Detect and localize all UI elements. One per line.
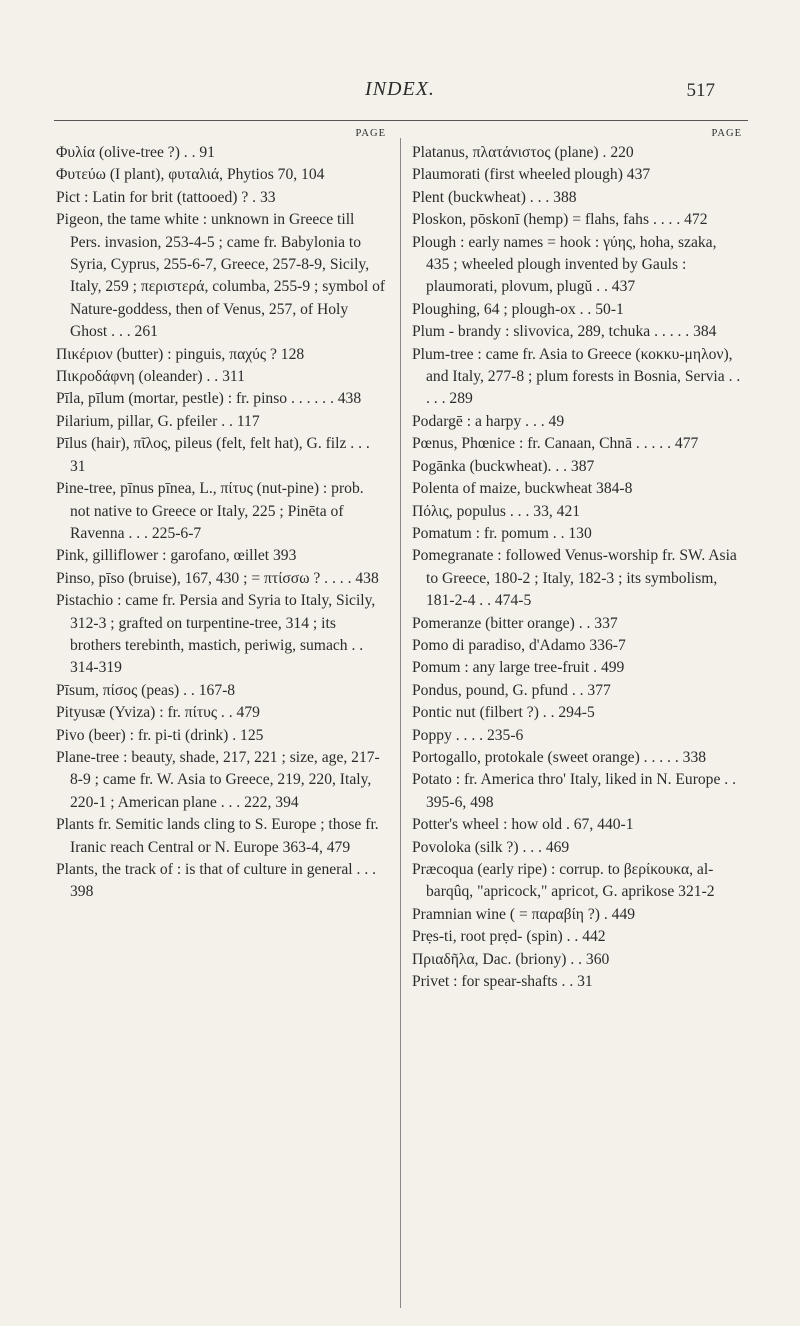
index-entry: Pœnus, Phœnice : fr. Canaan, Chnā . . . . . 477 (412, 435, 699, 453)
index-entry: Pīsum, πίσος (peas) . . 167-8 (56, 681, 236, 699)
index-entry: Poppy . . . . 235-6 (412, 726, 524, 744)
index-entry: Potter's wheel : how old . 67, 440-1 (412, 816, 634, 834)
index-entry: Πικροδάφνη (oleander) . . 311 (56, 368, 245, 386)
index-entry: Plants, the track of : is that of culture in general . . . 398 (56, 861, 377, 901)
index-entry: Prẹs-ti, root prẹd- (spin) . . 442 (412, 928, 606, 946)
page-header (0, 78, 800, 102)
index-entry: Pinso, pīso (bruise), 167, 430 ; = πτίσσω ? . . . . 438 (56, 569, 379, 587)
index-entry: Præcoqua (early ripe) : corrup. to βερίκουκα, al-barqûq, "apricock," apricot, G. aprikose 321-2 (412, 861, 715, 901)
index-entry: Pityusæ (Yviza) : fr. πίτυς . . 479 (56, 704, 260, 722)
index-entry: Potato : fr. America thro' Italy, liked in N. Europe . . 395-6, 498 (412, 771, 736, 811)
index-entry: Polenta of maize, buckwheat 384-8 (412, 480, 633, 498)
index-entry: Pigeon, the tame white : unknown in Greece till Pers. invasion, 253-4-5 ; came fr. Babylonia to Syria, Cyprus, 255-6-7, Greece, 257-8-9, Sicily, Italy, 259 ; περιστερά, columba, 255-9 ; symbol of Nature-goddess, then of Venus, 257, of Holy Ghost . . . 261 (56, 211, 386, 341)
page-column-label: PAGE (355, 128, 386, 139)
index-entry: Pogānka (buckwheat). . . 387 (412, 457, 595, 475)
index-entry: Pomeranze (bitter orange) . . 337 (412, 614, 618, 632)
index-column-right (412, 126, 742, 993)
index-entry: Ploughing, 64 ; plough-ox . . 50-1 (412, 300, 624, 318)
index-entry: Plent (buckwheat) . . . 388 (412, 188, 577, 206)
header-rule (54, 120, 748, 121)
index-entry: Pilarium, pillar, G. pfeiler . . 117 (56, 412, 260, 430)
index-entry: Plough : early names = hook : γύης, hoha, szaka, 435 ; wheeled plough invented by Gauls : plaumorati, plovum, plugŭ . . 437 (412, 233, 717, 296)
column-divider (400, 138, 401, 1308)
index-entry: Pomo di paradiso, d'Adamo 336-7 (412, 636, 626, 654)
index-entry: Pivo (beer) : fr. pi-ti (drink) . 125 (56, 726, 264, 744)
index-entry: Pīlus (hair), πῖλος, pileus (felt, felt hat), G. filz . . . 31 (56, 435, 370, 475)
index-entry: Πικέριον (butter) : pinguis, παχύς ? 128 (56, 345, 305, 363)
index-entry: Plants fr. Semitic lands cling to S. Europe ; those fr. Iranic reach Central or N. Europe 363-4, 479 (56, 816, 379, 856)
index-entry: Portogallo, protokale (sweet orange) . . . . . 338 (412, 748, 707, 766)
index-entry: Πριαδῆλα, Dac. (briony) . . 360 (412, 950, 610, 968)
index-entry: Πόλις, populus . . . 33, 421 (412, 502, 581, 520)
index-entry: Pomatum : fr. pomum . . 130 (412, 524, 592, 542)
page-number: 517 (686, 80, 715, 101)
index-entry: Pramnian wine ( = παραβίη ?) . 449 (412, 905, 636, 923)
index-entry: Ploskon, pōskonī (hemp) = flahs, fahs . . . . 472 (412, 211, 708, 229)
page-column-label: PAGE (711, 128, 742, 139)
index-entry: Pīla, pīlum (mortar, pestle) : fr. pinso . . . . . . 438 (56, 390, 362, 408)
index-entry: Plum - brandy : slivovica, 289, tchuka . . . . . 384 (412, 323, 717, 341)
index-entry: Podargē : a harpy . . . 49 (412, 412, 565, 430)
index-entry: Povoloka (silk ?) . . . 469 (412, 838, 570, 856)
running-title: INDEX. (365, 78, 435, 100)
index-entry: Pistachio : came fr. Persia and Syria to Italy, Sicily, 312-3 ; grafted on turpentine-tree, 314 ; its brothers terebinth, mastich, periwig, sumach . . 314-319 (56, 592, 376, 677)
index-entry: Pondus, pound, G. pfund . . 377 (412, 681, 611, 699)
index-entry: Pink, gilliflower : garofano, œillet 393 (56, 547, 297, 565)
index-entry: Pomum : any large tree-fruit . 499 (412, 659, 625, 677)
index-entry: Pine-tree, pīnus pīnea, L., πίτυς (nut-pine) : prob. not native to Greece or Italy, 225 ; Pinēta of Ravenna . . . 225-6-7 (56, 480, 364, 542)
index-entry: Pomegranate : followed Venus-worship fr. SW. Asia to Greece, 180-2 ; Italy, 182-3 ; its symbolism, 181-2-4 . . 474-5 (412, 547, 737, 610)
index-column-left (56, 126, 386, 904)
index-entry: Privet : for spear-shafts . . 31 (412, 973, 593, 991)
index-entry: Pontic nut (filbert ?) . . 294-5 (412, 704, 595, 722)
index-entry: Plane-tree : beauty, shade, 217, 221 ; size, age, 217-8-9 ; came fr. W. Asia to Greece, 219, 220, Italy, 220-1 ; American plane . . . 222, 394 (56, 748, 380, 811)
index-entry: Platanus, πλατάνιστος (plane) . 220 (412, 144, 634, 161)
index-entry: Φυλία (olive-tree ?) . . 91 (56, 144, 215, 161)
index-entry: Φυτεύω (I plant), φυταλιά, Phytios 70, 104 (56, 166, 325, 184)
entry-list (412, 142, 742, 993)
index-entry: Plum-tree : came fr. Asia to Greece (κοκκυ-μηλον), and Italy, 277-8 ; plum forests in Bosnia, Servia . . . . . 289 (412, 345, 741, 408)
index-entry: Pict : Latin for brit (tattooed) ? . 33 (56, 188, 276, 206)
index-entry: Plaumorati (first wheeled plough) 437 (412, 166, 651, 184)
entry-list (56, 142, 386, 904)
